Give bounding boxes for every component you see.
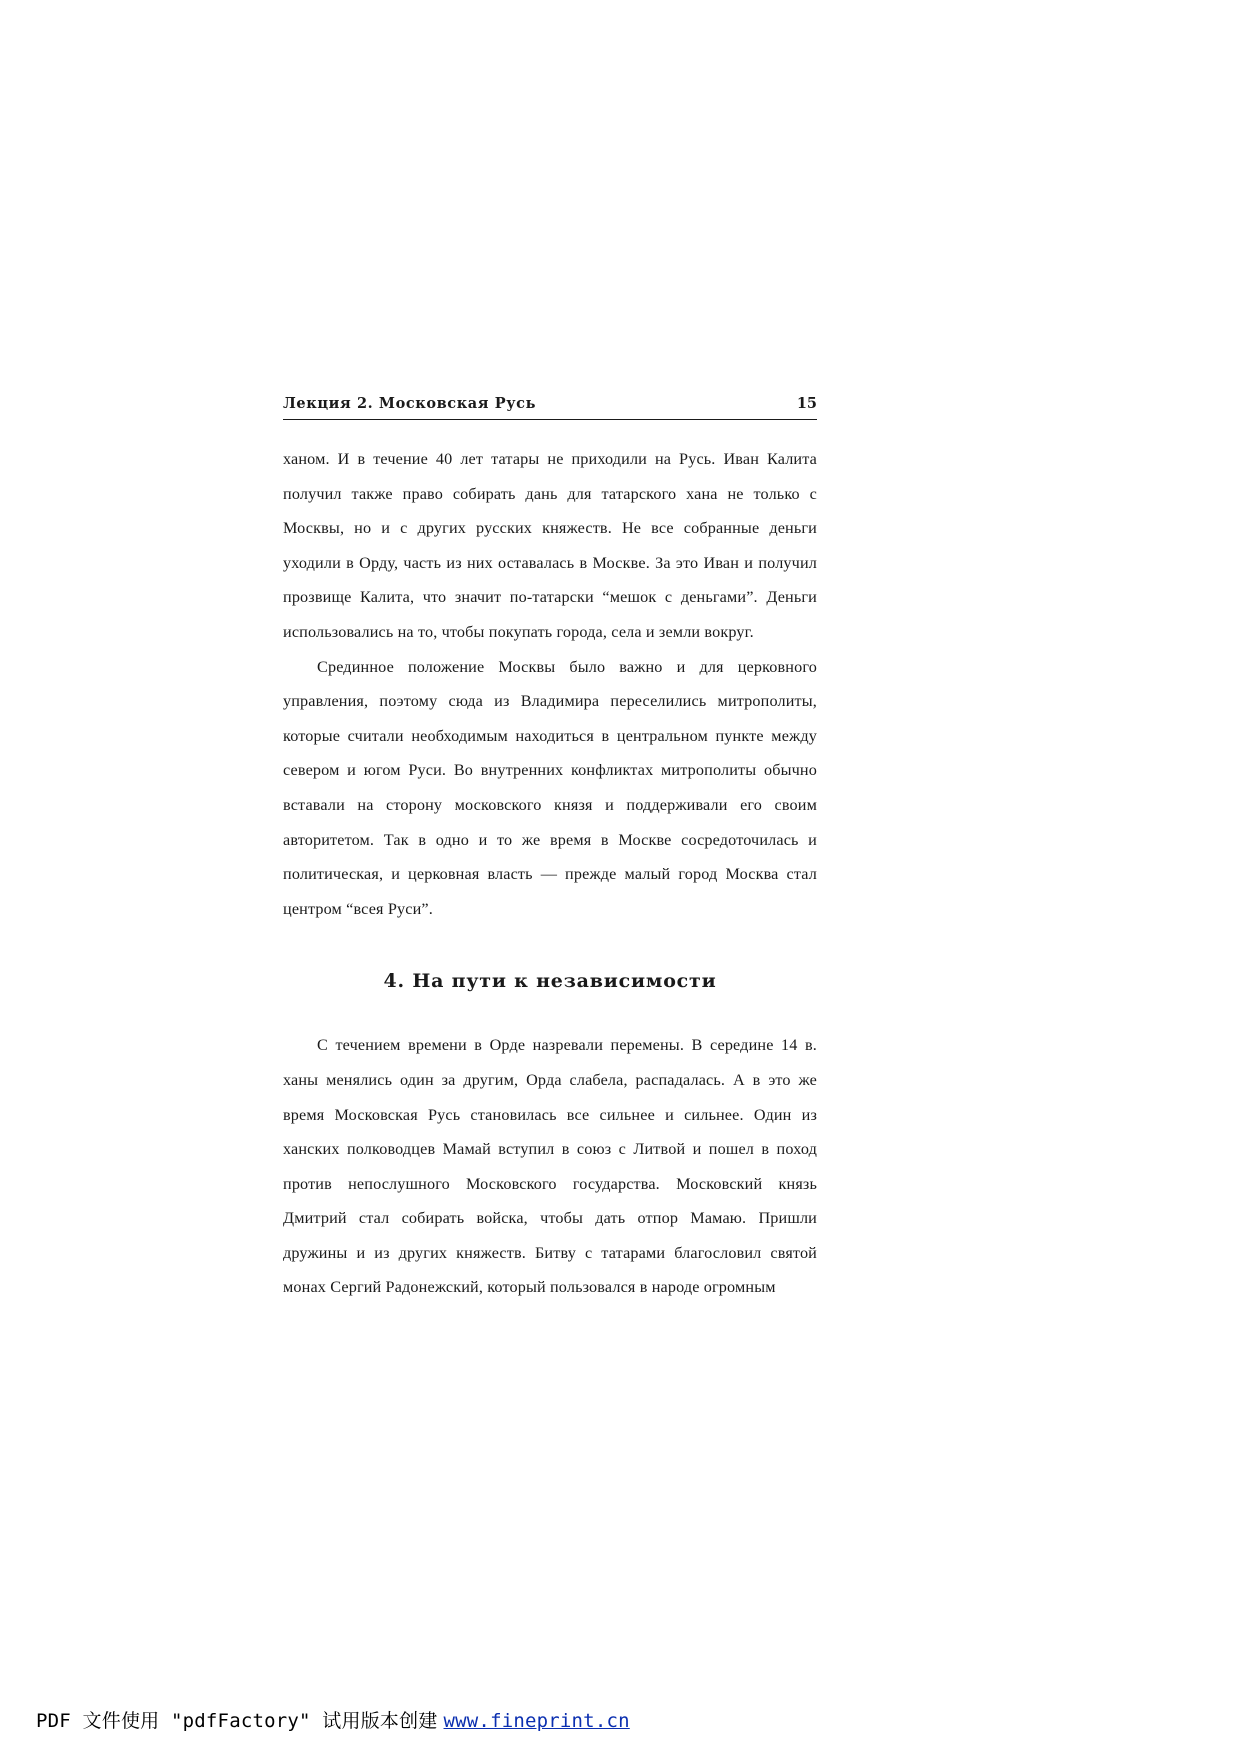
paragraph: Срединное положение Москвы было важно и для церковного управления, поэтому сюда из Владимира переселились митрополиты, которые считали необходимым находиться в центральном пункте между севером и югом Руси. Во внутренних конфликтах митрополиты обычно вставали на сторону московского князя и поддерживали его своим авторитетом. Так в одно и то же время в Москве сосредоточилась и политическая, и церковная власть — прежде малый город Москва стал центром “всея Руси”.: [283, 657, 817, 918]
running-title: Лекция 2. Московская Русь: [283, 395, 537, 412]
body-text: [283, 442, 817, 1305]
pdf-factory-footer: [36, 1706, 1206, 1733]
section-heading: 4. На пути к независимости: [383, 970, 717, 993]
page-content: [283, 395, 817, 1305]
footer-link[interactable]: www.fineprint.cn: [443, 1710, 630, 1732]
paragraph: ханом. И в течение 40 лет татары не приходили на Русь. Иван Калита получил также право собирать дань для татарского хана не только с Москвы, но и с других русских княжеств. Не все собранные деньги уходили в Орду, часть из них оставалась в Москве. За это Иван и получил прозвище Калита, что значит по-татарски “мешок с деньгами”. Деньги использовались на то, чтобы покупать города, села и земли вокруг.: [283, 450, 817, 641]
page-header: [283, 395, 817, 420]
page-number: 15: [796, 395, 817, 412]
paragraph: С течением времени в Орде назревали перемены. В середине 14 в. ханы менялись один за другим, Орда слабела, распадалась. А в это же время Московская Русь становилась все сильнее и сильнее. Один из ханских полководцев Мамай вступил в союз с Литвой и пошел в поход против непослушного Московского государства. Московский князь Дмитрий стал собирать войска, чтобы дать отпор Мамаю. Пришли дружины и из других княжеств. Битву с татарами благословил святой монах Сергий Радонежский, который пользовался в народе огромным: [283, 1036, 817, 1297]
footer-notice: PDF 文件使用 "pdfFactory" 试用版本创建: [36, 1710, 438, 1732]
